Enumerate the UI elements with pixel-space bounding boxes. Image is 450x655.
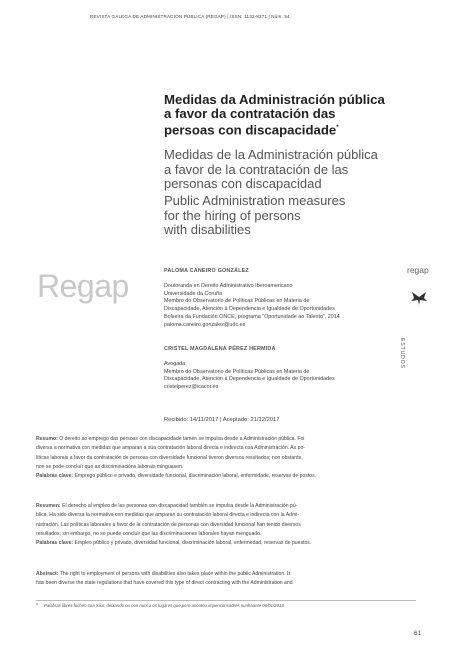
abstract-text: líticas laborais a favor da contratación de persoas con diversidade funcional tiveron diversos resultados; non obstante, xyxy=(36,454,303,461)
author-name: CRISTEL MAGDALENA PÉREZ HERMIDA xyxy=(164,346,276,352)
author-affiliation-line: Discapacidade, Atención á Dependencia e Igualdade de Oportunidades xyxy=(164,376,335,383)
title-english-line-1: Public Administration measures xyxy=(164,193,346,208)
abstract-text: blica. Ha sido diversa la normativa con medidas que amparan su contratación laboral directa e indirecta con la Admi- xyxy=(36,512,300,519)
author-affiliation-line: Avogada xyxy=(164,360,186,367)
keywords-text: Emprego público e privado, diversidade funcional, discriminación laboral, enfermidade, reservas de postos. xyxy=(74,473,317,480)
keywords-label: Palabras clave: xyxy=(36,473,74,480)
abstract-text: The right to employment of persons with disabilities also takes place within the public Administration. It xyxy=(59,571,290,577)
section-label: ESTUDOS xyxy=(399,338,405,369)
author-block-2 xyxy=(164,346,414,392)
page-number: 61 xyxy=(414,630,421,637)
abstract-text: non se pode concluír que as discriminacións laborais minguasen. xyxy=(36,463,184,470)
abstract-label: Resumo: xyxy=(36,436,58,442)
title-english xyxy=(164,194,414,238)
footnote xyxy=(36,603,416,609)
title-spanish-line-2: a favor de la contratación de las xyxy=(164,161,349,177)
author-block-1 xyxy=(164,268,414,330)
author-affiliation-line: Discapacidade, Atención á Dependencia e Igualdade de Oportunidades xyxy=(164,306,335,313)
received-accepted-dates: Recibido: 14/11/2017 | Aceptado: 21/12/2017 xyxy=(164,417,280,423)
abstract-label: Resumen: xyxy=(36,503,61,509)
footnote-mark: * xyxy=(36,603,38,609)
abstract-text: diversa a normativa con medidas que amparan a súa contratación laboral directa e indirecta coa Administración. As po- xyxy=(36,445,305,452)
author-name: PALOMA CANEIRO GONZÁLEZ xyxy=(164,268,249,274)
regap-logo-small: regap xyxy=(407,265,429,275)
keywords-text: Empleo público y privado, diversidad funcional, discriminación laboral, enfermedad, reservas de puestos. xyxy=(74,540,312,547)
author-affiliation-line: Bolseira da Fundación ONCE, programa “Oportunidade ao Talento”, 2014 xyxy=(164,313,340,320)
author-affiliation-line: Doutoranda en Dereito Administrativo Iberoamericano xyxy=(164,282,293,289)
author-email[interactable]: cristelperez@icacor.es xyxy=(164,384,219,391)
abstract-label: Abstract: xyxy=(36,571,59,577)
title-spanish-line-3: personas con discapacidad xyxy=(164,176,322,191)
abstract-text: O dereito ao emprego das persoas con discapacidade tamén se impulsa desde a Administración pública. Foi xyxy=(59,436,305,442)
title-galician-line-3: persoas con discapacidade xyxy=(164,122,337,138)
abstract-text: resultados; sin embargo, no se puede concluir que las discriminaciones laborales hayan menguado. xyxy=(36,530,262,537)
title-galician xyxy=(164,93,414,137)
regap-logo-large: Regap xyxy=(37,268,129,304)
title-spanish-line-1: Medidas de la Administración pública xyxy=(164,147,378,162)
running-head: REVISTA GALEGA DE ADMINISTRACIÓN PÚBLICA (REGAP) | ISSN: 1132-8371 | Núm. 54 xyxy=(90,14,290,19)
abstract-text: nistración. Las políticas laborales a favor de la contratación de personas con diversidad funcional han tenido diversos xyxy=(36,521,301,528)
abstract-english xyxy=(36,570,418,589)
author-affiliation-line: Membro do Observatorio de Políticas Públicas en Materia de xyxy=(164,298,310,305)
author-affiliation-line: Membro do Observatorio de Políticas Públicas en Materia de xyxy=(164,368,310,375)
author-email[interactable]: paloma.caneiro.gonzalez@udc.es xyxy=(164,321,246,328)
title-galician-line-1: Medidas da Administración pública xyxy=(164,92,385,107)
footnote-text: Palabras libres fuchen coa Xiiur, deixando ou non nunca os lugares que pero ancoteu impenconsadres nunhaante 06/01/2018. xyxy=(43,603,285,608)
title-galician-line-2: a favor da contratación das xyxy=(164,106,336,121)
abstract-spanish xyxy=(36,502,418,548)
abstract-text: has been diverse the state regulations that have covered this type of direct contracting with the Administration and xyxy=(36,580,293,587)
title-footnote-mark[interactable]: * xyxy=(336,125,339,131)
keywords-label: Palabras clave: xyxy=(36,540,74,547)
abstract-text: El derecho al empleo de las personas con discapacidad también se impulsa desde la Administración pú- xyxy=(62,503,298,509)
footnote-divider xyxy=(36,600,416,601)
abstract-galician xyxy=(36,435,418,481)
title-spanish xyxy=(164,148,414,192)
author-affiliation-line: Universidade da Coruña xyxy=(164,290,223,297)
title-english-line-3: with disabilities xyxy=(164,222,251,237)
title-english-line-2: for the hiring of persons xyxy=(164,207,301,223)
